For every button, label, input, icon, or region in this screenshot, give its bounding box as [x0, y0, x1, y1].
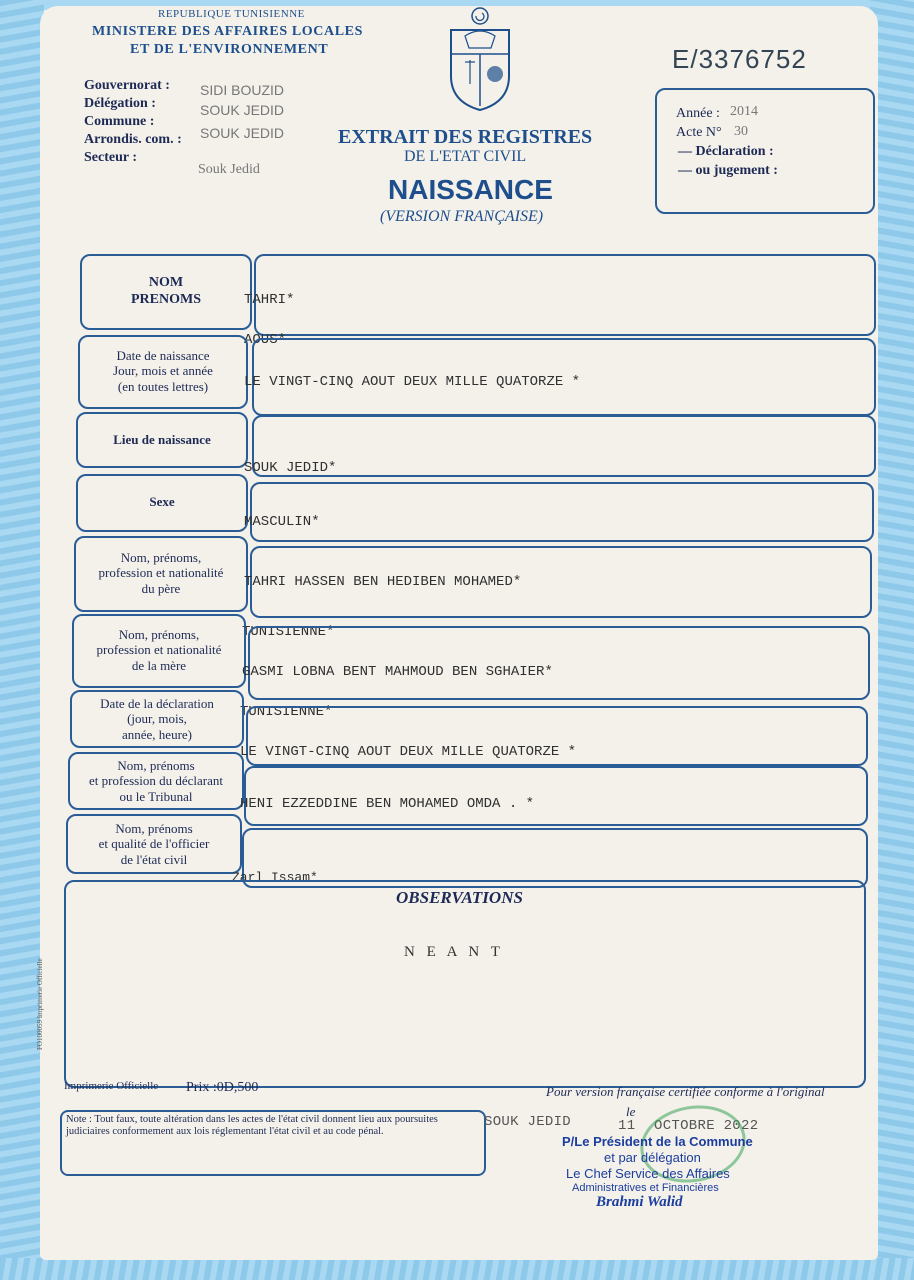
declaration-label: — Déclaration : — [678, 144, 774, 159]
le-label: le — [626, 1104, 636, 1119]
imprimerie-label: Imprimerie Officielle — [64, 1080, 159, 1092]
ministere-line2: ET DE L'ENVIRONNEMENT — [130, 42, 329, 57]
delegation-value: SOUK JEDID — [200, 102, 285, 118]
declarant-value: HENI EZZEDDINE BEN MOHAMED OMDA . * — [240, 796, 535, 812]
title-line2: DE L'ETAT CIVIL — [404, 148, 527, 165]
row-label-date-naissance: Date de naissance Jour, mois et année (en toutes lettres) — [113, 347, 213, 394]
observations-box — [64, 880, 866, 1088]
place-value: SOUK JEDID — [484, 1114, 572, 1130]
sign-line2: et par délégation — [604, 1150, 701, 1165]
prix-label: Prix :0D,500 — [186, 1080, 259, 1095]
row-label-mere: Nom, prénoms, profession et nationalité de la mère — [96, 626, 222, 673]
arrondis-value: SOUK JEDID — [200, 125, 285, 141]
sign-line1: P/Le Président de la Commune — [562, 1134, 753, 1149]
ministere-line1: MINISTERE DES AFFAIRES LOCALES — [92, 24, 363, 39]
gouvernorat-value: SIDI BOUZID — [200, 82, 285, 98]
title-version: (VERSION FRANÇAISE) — [380, 208, 544, 225]
sign-line3: Le Chef Service des Affaires — [566, 1166, 730, 1181]
republique-label: REPUBLIQUE TUNISIENNE — [158, 8, 305, 20]
nom-value: TAHRI* — [244, 292, 295, 308]
date-month-year-value: OCTOBRE 2022 — [654, 1118, 759, 1134]
signature-name: Brahmi Walid — [596, 1194, 683, 1210]
observations-value: N E A N T — [404, 944, 504, 960]
mere-nationalite-value: TUNISIENNE* — [240, 704, 333, 720]
date-day-value: 11 — [618, 1118, 636, 1134]
title-main: NAISSANCE — [388, 174, 553, 205]
row-label-lieu: Lieu de naissance — [113, 432, 211, 448]
row-value-box — [254, 254, 876, 336]
row-value-box — [248, 626, 870, 700]
row-value-box — [250, 482, 874, 542]
delegation-label: Délégation : — [84, 96, 156, 111]
mere-value: GASMI LOBNA BENT MAHMOUD BEN SGHAIER* — [242, 664, 553, 680]
row-value-box — [242, 828, 868, 888]
acte-label: Acte N° — [676, 125, 722, 140]
jugement-label: — ou jugement : — [678, 163, 778, 178]
pere-value: TAHRI HASSEN BEN HEDIBEN MOHAMED* — [244, 574, 522, 590]
commune-label: Commune : — [84, 114, 155, 129]
row-label-declarant: Nom, prénoms et profession du déclarant ou le Tribunal — [89, 757, 223, 804]
pere-nationalite-value: TUNISIENNE* — [242, 624, 335, 640]
annee-value: 2014 — [730, 104, 758, 119]
certifie-text: Pour version française certifiée conforme à l'original — [546, 1084, 825, 1099]
wavy-border-bottom — [0, 1258, 914, 1280]
serial-number: E/3376752 — [672, 44, 807, 74]
sexe-value: MASCULIN* — [244, 514, 320, 530]
row-label-nom — [82, 256, 250, 328]
wavy-border-left — [0, 0, 44, 1280]
lieu-value: SOUK JEDID* — [244, 460, 337, 476]
sign-line4: Administratives et Financières — [572, 1182, 719, 1194]
nom-prenoms-label: NOM PRENOMS — [131, 275, 201, 307]
observations-title: OBSERVATIONS — [396, 888, 523, 907]
row-label-declaration: Date de la déclaration (jour, mois, année, heure) — [100, 695, 214, 742]
acte-value: 30 — [734, 124, 748, 139]
row-label-officier: Nom, prénoms et qualité de l'officier de l'état civil — [98, 820, 210, 867]
secteur-value: Souk Jedid — [198, 162, 260, 177]
annee-label: Année : — [676, 106, 720, 121]
secteur-label: Secteur : — [84, 150, 137, 165]
row-label-pere: Nom, prénoms, profession et nationalité du père — [98, 549, 224, 596]
row-label-sexe: Sexe — [149, 494, 175, 510]
note-text: Note : Tout faux, toute altération dans les actes de l'état civil donnent lieu aux poursuites judiciaires conformement aux lois réglementant l'état civil et au code pénal. — [66, 1114, 438, 1138]
declaration-value: LE VINGT-CINQ AOUT DEUX MILLE QUATORZE * — [240, 744, 577, 760]
row-value-box — [252, 415, 876, 477]
side-code: FO100059 Imprimerie Officielle — [36, 958, 44, 1050]
arrondis-label: Arrondis. com. : — [84, 132, 182, 147]
officier-value: Zarl Issam* — [232, 870, 318, 885]
date-naissance-value: LE VINGT-CINQ AOUT DEUX MILLE QUATORZE * — [244, 374, 581, 390]
title-line1: EXTRAIT DES REGISTRES — [338, 126, 593, 148]
prenom-value: AOUS* — [244, 332, 287, 348]
tunisia-coat-of-arms-icon — [445, 6, 515, 112]
gouvernorat-label: Gouvernorat : — [84, 78, 170, 93]
